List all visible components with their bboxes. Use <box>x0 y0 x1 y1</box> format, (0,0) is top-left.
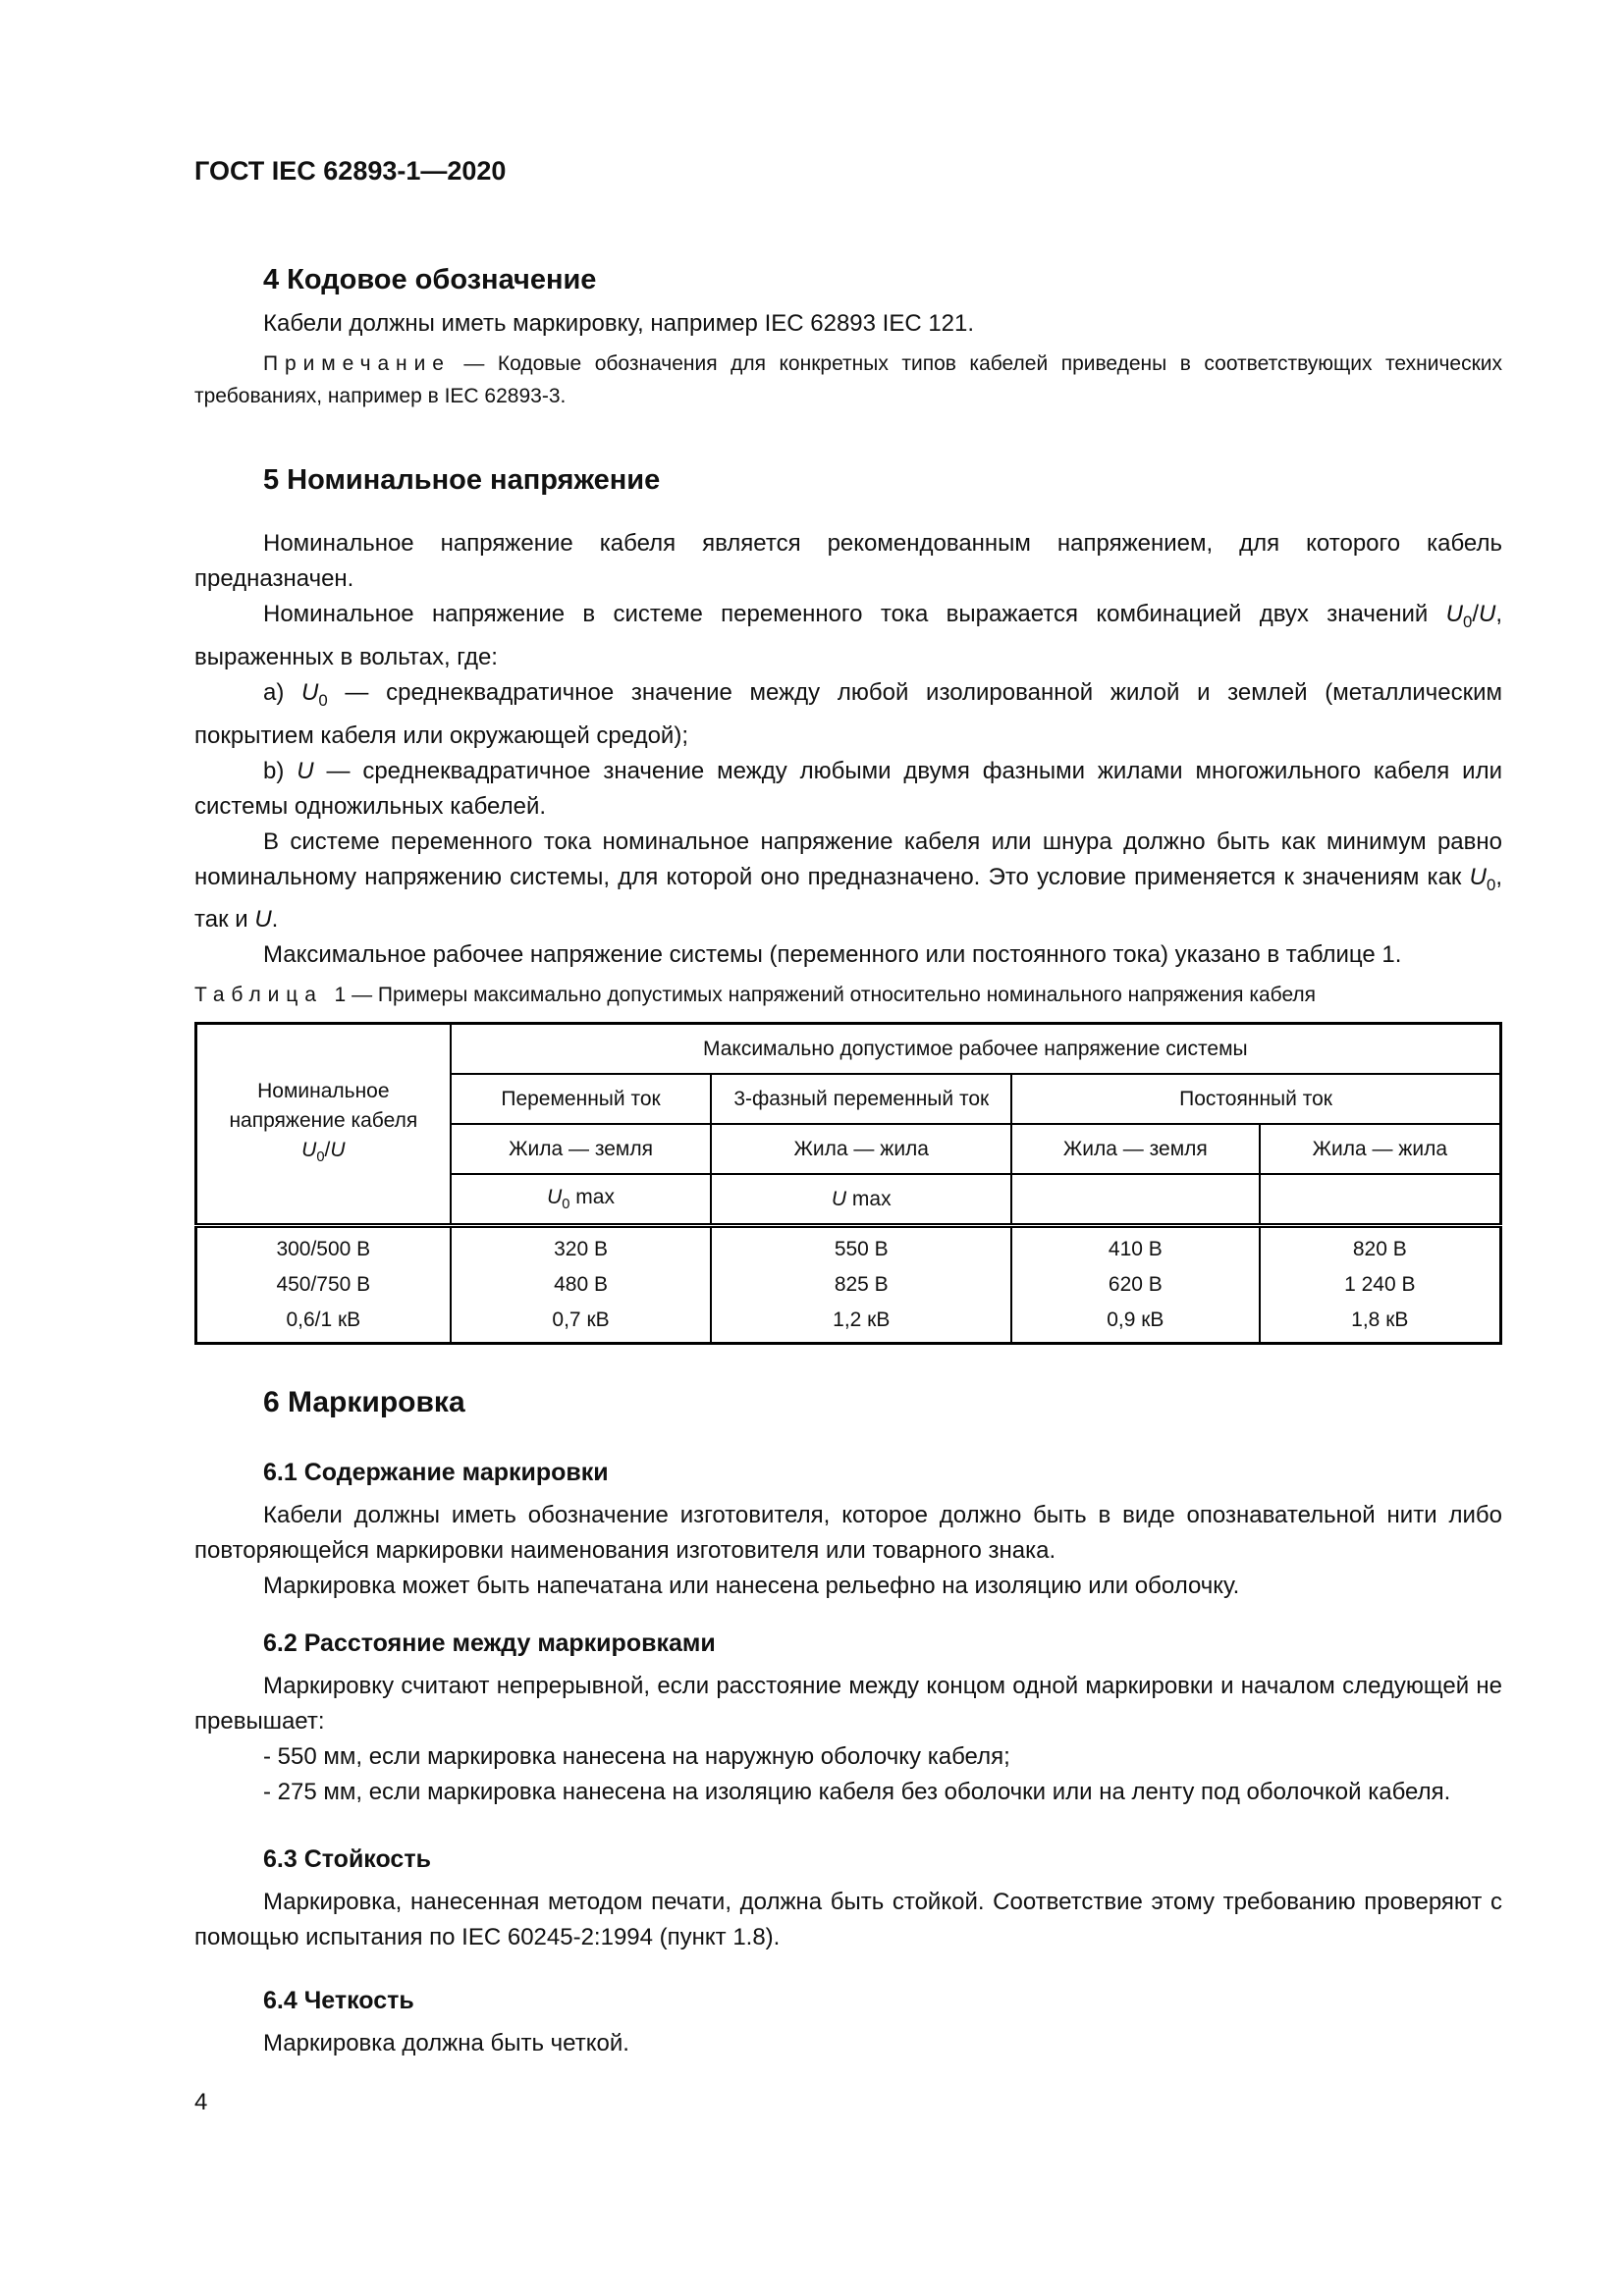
note-paragraph <box>194 347 1502 412</box>
note-text: — Кодовые обозначения для конкретных типов кабелей приведены в соответствующих технических требованиях, например в IEC 62893-3. <box>194 352 1502 407</box>
section-5-paragraph-3: В системе переменного тока номинальное напряжение кабеля или шнура должно быть как минимум равно номинальному напряжению системы, для которой оно предназначено. Это условие применяется к значениям как $U_0$, так и U. <box>194 828 1502 934</box>
section-5-item-b: b) U — среднеквадратичное значение между любыми двумя фазными жилами многожильного кабеля или системы одножильных кабелей. <box>194 757 1502 820</box>
section-6-3-paragraph-1: Маркировка, нанесенная методом печати, должна быть стойкой. Соответствие этому требованию проверяют с помощью испытания по IEC 60245-2:1994 (пункт 1.8). <box>194 1889 1502 1951</box>
table-cell-3phase-core-core: 550 В 825 В 1,2 кВ <box>711 1226 1011 1344</box>
table-1 <box>194 1022 1502 1345</box>
section-6-1-paragraph-1: Кабели должны иметь обозначение изготовителя, которое должно быть в виде опознавательной нити либо повторяющейся маркировки наименования изготовителя или товарного знака. <box>194 1502 1502 1565</box>
header-cell-3phase: 3-фазный переменный ток <box>711 1074 1011 1124</box>
header-cell-core-earth-2: Жила — земля <box>1011 1124 1260 1174</box>
header-cell-core-earth-1: Жила — земля <box>451 1124 712 1174</box>
header-cell-u0max: $U_0$ max <box>451 1174 712 1226</box>
section-6-4-heading: 6.4 Четкость <box>263 1987 414 2015</box>
section-4-paragraph: Кабели должны иметь маркировку, например IEC 62893 IEC 121. <box>263 310 975 337</box>
table-caption-label: Таблица <box>194 984 323 1007</box>
header-cell-core-core-1: Жила — жила <box>711 1124 1011 1174</box>
header-cell-empty-1 <box>1011 1174 1260 1226</box>
section-4-heading: 4 Кодовое обозначение <box>263 264 597 295</box>
table-cell-dc-core-earth: 410 В 620 В 0,9 кВ <box>1011 1226 1260 1344</box>
section-6-2-list-item-2: - 275 мм, если маркировка нанесена на изоляцию кабеля без оболочки или на ленту под оболочкой кабеля. <box>263 1779 1451 1806</box>
header-cell-umax: U max <box>711 1174 1011 1226</box>
section-6-1-paragraph-2: Маркировка может быть напечатана или нанесена рельефно на изоляцию или оболочку. <box>263 1573 1240 1600</box>
section-6-3-heading: 6.3 Стойкость <box>263 1845 431 1874</box>
table-header-row-1 <box>196 1024 1501 1075</box>
header-cell-core-core-2: Жила — жила <box>1260 1124 1501 1174</box>
header-cell-empty-2 <box>1260 1174 1501 1226</box>
col1-header-text: Номинальное напряжение кабеля <box>229 1079 418 1132</box>
section-6-1-heading: 6.1 Содержание маркировки <box>263 1459 609 1487</box>
col1-header-formula: $U_0/U$ <box>301 1138 346 1165</box>
section-6-2-heading: 6.2 Расстояние между маркировками <box>263 1629 716 1658</box>
section-6-heading: 6 Маркировка <box>263 1386 465 1419</box>
table-caption <box>194 981 1502 1010</box>
table-col1-header-cell <box>196 1024 451 1226</box>
table-cell-rated-voltage: 300/500 В 450/750 В 0,6/1 кВ <box>196 1226 451 1344</box>
running-header: ГОСТ IEC 62893-1—2020 <box>194 156 507 186</box>
table-caption-number: 1 <box>334 984 347 1007</box>
section-5-paragraph-4: Максимальное рабочее напряжение системы (переменного или постоянного тока) указано в таблице 1. <box>263 941 1402 969</box>
page-number: 4 <box>194 2089 208 2115</box>
header-cell-ac: Переменный ток <box>451 1074 712 1124</box>
table-span-header-cell: Максимально допустимое рабочее напряжение системы <box>451 1024 1501 1075</box>
header-cell-dc: Постоянный ток <box>1011 1074 1500 1124</box>
table-cell-dc-core-core: 820 В 1 240 В 1,8 кВ <box>1260 1226 1501 1344</box>
table-cell-ac-core-earth: 320 В 480 В 0,7 кВ <box>451 1226 712 1344</box>
section-5-heading: 5 Номинальное напряжение <box>263 464 661 496</box>
section-5-paragraph-1: Номинальное напряжение кабеля является рекомендованным напряжением, для которого кабель предназначен. <box>194 530 1502 592</box>
section-5-paragraph-2: Номинальное напряжение в системе переменного тока выражается комбинацией двух значений $U_0/U$, выраженных в вольтах, где: <box>194 601 1502 670</box>
section-6-2-paragraph-1: Маркировку считают непрерывной, если расстояние между концом одной маркировки и началом следующей не превышает: <box>194 1673 1502 1735</box>
note-label: Примечание <box>263 352 451 375</box>
table-data-row <box>196 1226 1501 1344</box>
section-6-4-paragraph-1: Маркировка должна быть четкой. <box>263 2030 629 2057</box>
table-caption-text: — Примеры максимально допустимых напряжений относительно номинального напряжения кабеля <box>352 984 1317 1007</box>
section-5-item-a: а) $U_0$ — среднеквадратичное значение между любой изолированной жилой и землей (металлическим покрытием кабеля или окружающей средой); <box>194 678 1502 749</box>
section-6-2-list-item-1: - 550 мм, если маркировка нанесена на наружную оболочку кабеля; <box>263 1743 1010 1771</box>
